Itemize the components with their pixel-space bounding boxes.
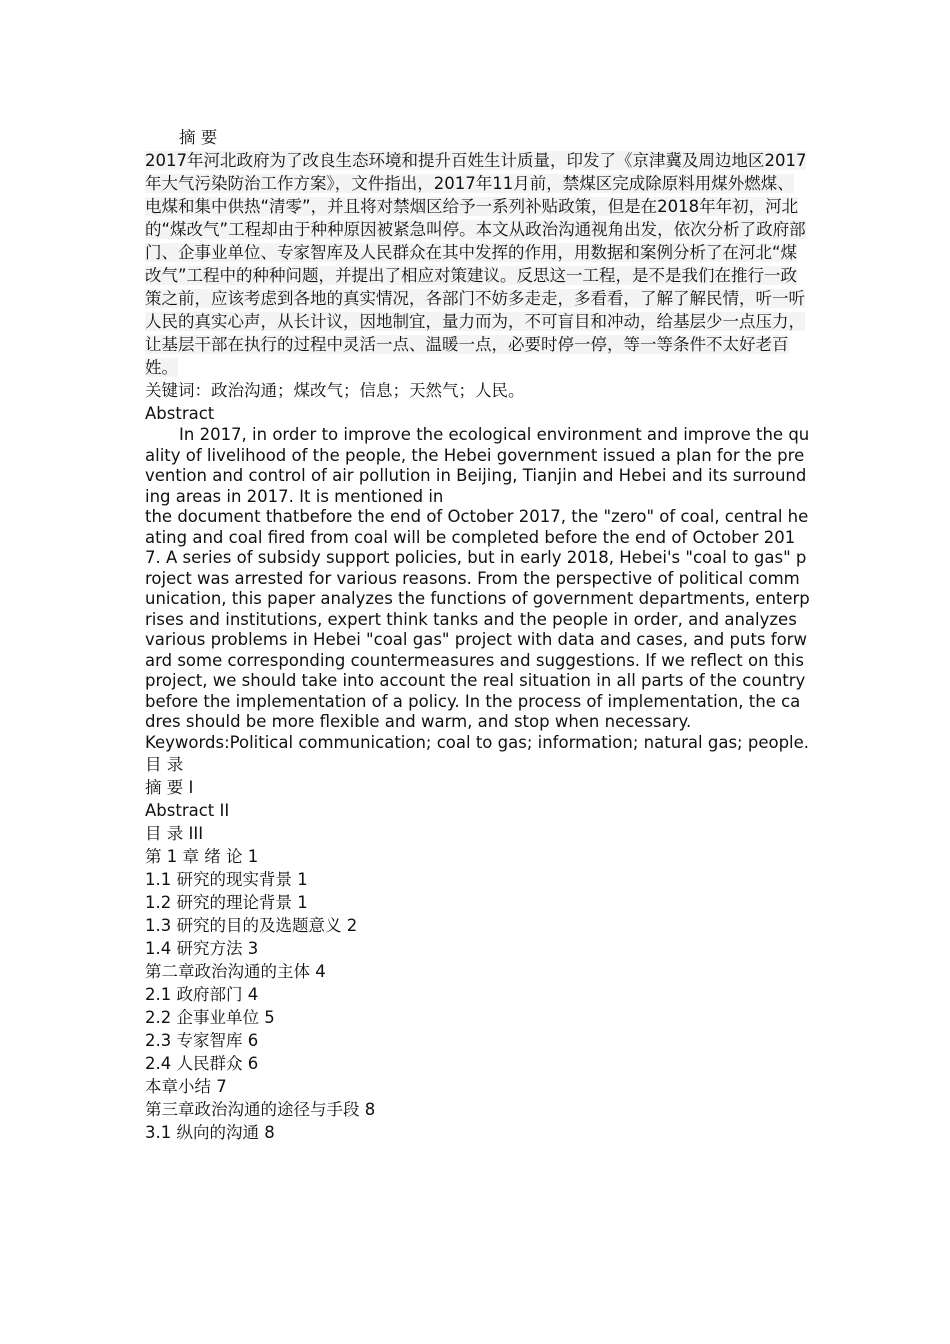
toc-item[interactable]: 2.4 人民群众 6 — [145, 1054, 259, 1073]
toc-item[interactable]: 1.1 研究的现实背景 1 — [145, 870, 308, 889]
toc-item[interactable]: 2.1 政府部门 4 — [145, 985, 259, 1004]
toc-item[interactable]: 1.3 研究的目的及选题意义 2 — [145, 916, 358, 935]
abstract-cn-body — [145, 149, 810, 379]
toc-item[interactable]: 第 1 章 绪 论 1 — [145, 847, 259, 866]
toc-item[interactable]: 3.1 纵向的沟通 8 — [145, 1123, 275, 1142]
toc-item[interactable]: Abstract II — [145, 801, 230, 820]
keywords-en: Keywords:Political communication; coal to gas; information; natural gas; people. — [145, 732, 810, 752]
abstract-en-body-2: the document thatbefore the end of October 2017, the "zero" of coal, central heating and coal fired from coal will be completed before the end of October 2017. A series of subsidy support policies, but in early 2018, Hebei's "coal to gas" project was arrested for various reasons. From the perspective of political communication, this paper analyzes the functions of government departments, enterprises and institutions, expert think tanks and the people in order, and analyzes various problems in Hebei "coal gas" project with data and cases, and puts forward some corresponding countermeasures and suggestions. If we reflect on this project, we should take into account the real situation in all parts of the country before the implementation of a policy. In the process of implementation, the cadres should be more flexible and warm, and stop when necessary. — [145, 507, 810, 731]
toc-item[interactable]: 摘 要 I — [145, 778, 194, 797]
toc-item[interactable]: 2.3 专家智库 6 — [145, 1031, 259, 1050]
toc-heading: 目 录 — [145, 755, 184, 774]
abstract-cn-text: 2017年河北政府为了改良生态环境和提升百姓生计质量，印发了《京津冀及周边地区2017年大气污染防治工作方案》，文件指出，2017年11月前，禁煤区完成除原料用煤外燃煤、电煤和集中供热“清零”，并且将对禁烟区给予一系列补贴政策，但是在2018年年初，河北的“煤改气”工程却由于种种原因被紧急叫停。本文从政治沟通视角出发，依次分析了政府部门、企事业单位、专家智库及人民群众在其中发挥的作用，用数据和案例分析了在河北“煤改气”工程中的种种问题，并提出了相应对策建议。反思这一工程，是不是我们在推行一政策之前，应该考虑到各地的真实情况，各部门不妨多走走，多看看，了解了解民情，听一听人民的真实心声，从长计议，因地制宜，量力而为，不可盲目和冲动，给基层少一点压力，让基层干部在执行的过程中灵活一点、温暖一点，必要时停一停，等一等条件不太好老百姓。 — [145, 151, 807, 377]
abstract-en-heading: Abstract — [145, 404, 215, 423]
toc-item[interactable]: 目 录 III — [145, 824, 204, 843]
toc-item[interactable]: 2.2 企事业单位 5 — [145, 1008, 275, 1027]
abstract-cn-heading: 摘 要 — [179, 128, 218, 147]
toc-item[interactable]: 本章小结 7 — [145, 1077, 227, 1096]
keywords-cn: 关键词：政治沟通；煤改气；信息；天然气；人民。 — [145, 381, 525, 400]
toc-item[interactable]: 第三章政治沟通的途径与手段 8 — [145, 1100, 376, 1119]
table-of-contents — [145, 776, 810, 1144]
toc-item[interactable]: 第二章政治沟通的主体 4 — [145, 962, 326, 981]
toc-item[interactable]: 1.2 研究的理论背景 1 — [145, 893, 308, 912]
document-page — [145, 126, 810, 1144]
toc-item[interactable]: 1.4 研究方法 3 — [145, 939, 259, 958]
abstract-en-body-1: In 2017, in order to improve the ecological environment and improve the quality of livelihood of the people, the Hebei government issued a plan for the prevention and control of air pollution in Beijing, Tianjin and Hebei and its surrounding areas in 2017. It is mentioned in — [145, 425, 810, 506]
